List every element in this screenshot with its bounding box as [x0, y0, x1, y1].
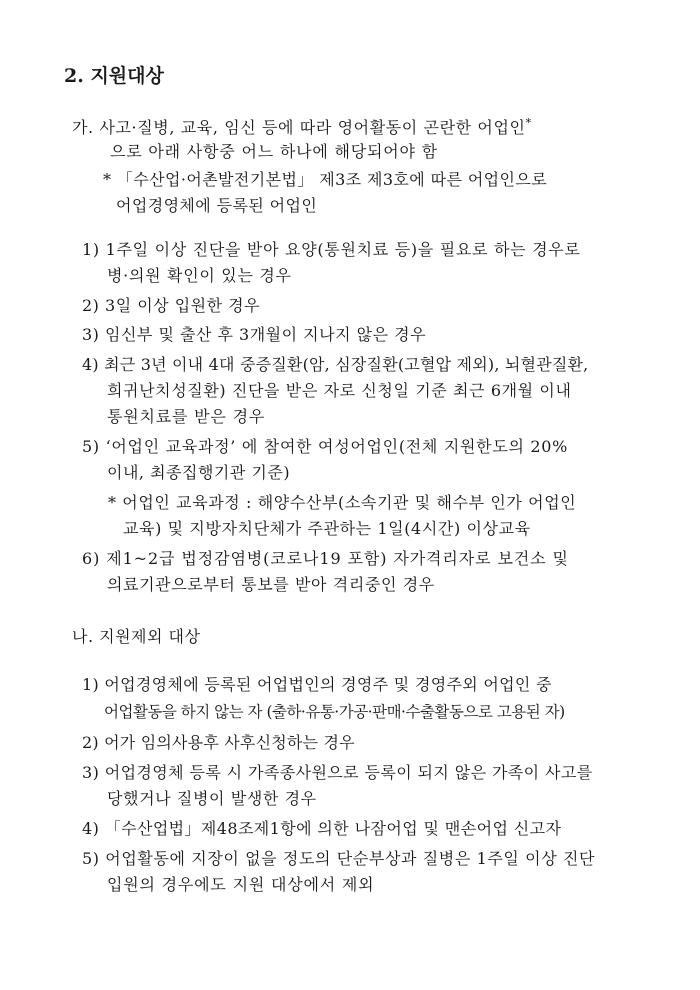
ga-heading-line2: 으로 아래 사항중 어느 하나에 해당되어야 함	[110, 142, 438, 161]
na-item-3-line1: 3) 어업경영체 등록 시 가족종사원으로 등록이 되지 않은 가족이 사고를	[82, 763, 593, 782]
ga-item-4-line1: 4) 최근 3년 이내 4대 중증질환(암, 심장질환(고혈압 제외), 뇌혈관질환,	[82, 355, 589, 374]
ga-item-5-note1: * 어업인 교육과정 : 해양수산부(소속기관 및 해수부 인가 어업인	[108, 493, 577, 512]
na-item-1-line2: 어업활동을 하지 않는 자 (출하·유통·가공·판매·수출활동으로 고용된 자)	[104, 703, 565, 721]
na-item-2: 2) 어가 임의사용후 사후신청하는 경우	[82, 733, 355, 752]
ga-item-5-line1: 5) ‘어업인 교육과정’ 에 참여한 여성어업인(전체 지원한도의 20%	[82, 437, 569, 456]
ga-heading-text: 가. 사고·질병, 교육, 임신 등에 따라 영어활동이 곤란한 어업인	[72, 118, 526, 137]
ga-item-1-line2: 병·의원 확인이 있는 경우	[107, 266, 292, 285]
na-item-3-line2: 당했거나 질병이 발생한 경우	[107, 789, 317, 808]
ga-item-2: 2) 3일 이상 입원한 경우	[82, 296, 261, 315]
na-item-1-line1: 1) 어업경영체에 등록된 어업법인의 경영주 및 경영주외 어업인 중	[82, 675, 552, 694]
section-title: 2. 지원대상	[64, 65, 164, 87]
ga-item-6-line1: 6) 제1~2급 법정감염병(코로나19 포함) 자가격리자로 보건소 및	[82, 549, 569, 568]
ga-heading-line1	[72, 118, 532, 138]
ga-item-1-line1: 1) 1주일 이상 진단을 받아 요양(통원치료 등)을 필요로 하는 경우로	[82, 240, 581, 259]
na-item-5-line1: 5) 어업활동에 지장이 없을 정도의 단순부상과 질병은 1주일 이상 진단	[82, 849, 596, 868]
na-item-5-line2: 입원의 경우에도 지원 대상에서 제외	[107, 875, 375, 894]
ga-item-5-line2: 이내, 최종집행기관 기준)	[107, 463, 291, 482]
ga-item-4-line2: 희귀난치성질환) 진단을 받은 자로 신청일 기준 최근 6개월 이내	[107, 381, 572, 400]
footnote-marker: *	[525, 116, 532, 130]
ga-item-3: 3) 임신부 및 출산 후 3개월이 지나지 않은 경우	[82, 325, 427, 344]
ga-item-4-line3: 통원치료를 받은 경우	[107, 407, 266, 426]
ga-item-6-line2: 의료기관으로부터 통보를 받아 격리중인 경우	[107, 575, 435, 594]
na-item-4: 4) 「수산업법」제48조제1항에 의한 나잠어업 및 맨손어업 신고자	[82, 819, 562, 838]
ga-note-line1: * 「수산업·어촌발전기본법」 제3조 제3호에 따른 어업인으로	[103, 170, 548, 189]
ga-item-5-note2: 교육) 및 지방자치단체가 주관하는 1일(4시간) 이상교육	[123, 519, 531, 538]
na-heading: 나. 지원제외 대상	[72, 627, 201, 646]
ga-note-line2: 어업경영체에 등록된 어업인	[116, 196, 318, 215]
